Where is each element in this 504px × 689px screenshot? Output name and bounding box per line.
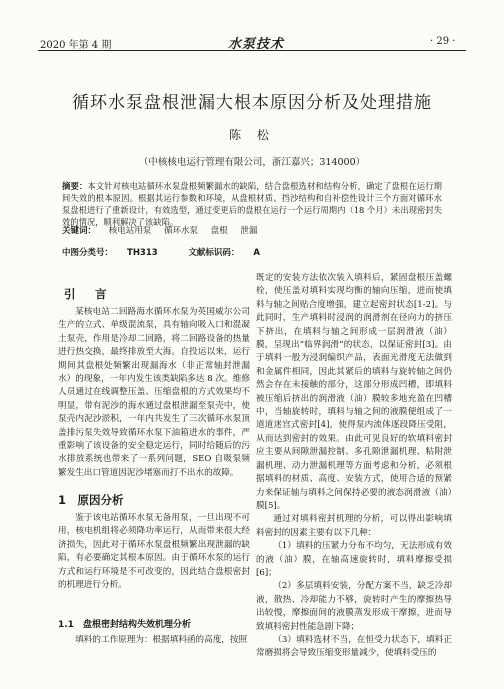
abstract-text: 本文针对核电站循环水泵盘根频繁漏水的缺陷，结合盘根选材和结构分析，确定了盘根在运行期间失效的根本原因。根据其运行参数和环境，从盘根材质、挡沙结构和自补偿性设计三个方面对循环水泵盘根进行了重新设计，有效选型，通过变更后的盘根在运行一个运行周期内（18 个月）未出现密封失效的情况，顺利解决了该缺陷。 xyxy=(62,181,442,227)
header-rule xyxy=(38,50,466,51)
paragraph: 通过对填料密封机理的分析，可以得出影响填料密封的因素主要有以下几种： xyxy=(256,514,452,538)
clc-label: 中图分类号： xyxy=(62,248,114,258)
keywords-label: 关键词： xyxy=(62,226,97,236)
intro-heading: 引 言 xyxy=(64,287,111,301)
list-item: （1）填料的压紧力分布不均匀，无法形成有效的液（油）膜，在轴高速旋转时，填料摩擦受损[6]； xyxy=(256,541,452,578)
intro-paragraph xyxy=(58,306,250,480)
keyword: 核电站用泵 xyxy=(108,226,152,236)
author-name: 陈 松 xyxy=(229,128,275,142)
list-item: （2）多层填料安装，分配方案不当，缺乏冷却液，散热、冷却能力不够，旋转时产生的摩擦热导出较慢，摩擦面间的液膜蒸发形成干摩擦，进而导致填料密封性能急剧下降； xyxy=(256,581,452,632)
keywords xyxy=(62,224,267,236)
clc-code: TH313 xyxy=(127,248,158,258)
classification xyxy=(62,246,288,258)
section1-text: 鉴于该电站循环水泵无备用泵，一旦出现不可用，核电机组将必须降功率运行，从而带来很大经济损失，因此对于循环水泵盘根频繁出现泄漏的缺陷，有必要确定其根本原因。由于循环水泵的运行方式和运行环境是不可改变的，因此结合盘根密封的机理进行分析。 xyxy=(58,513,250,591)
right-column xyxy=(256,272,452,661)
keyword: 盘根 xyxy=(210,226,228,236)
affiliation: （中核核电运行管理有限公司，浙江嘉兴；314000） xyxy=(138,157,366,168)
section11-heading: 1.1 盘根密封结构失效机理分析 xyxy=(58,620,191,630)
doc-code-label: 文献标识码： xyxy=(188,248,240,258)
list-item: （3）填料选材不当，在恒受力状态下，填料正常磨损将会导致压缩变形量减少，使填料受压的 xyxy=(256,634,452,659)
issue-label: 2020 年第 4 期 xyxy=(40,40,112,51)
section11-text: 填料的工作原理为：根据填料函的高度，按照 xyxy=(75,635,248,645)
page-number: · 29 · xyxy=(430,36,456,47)
keyword: 循环水泵 xyxy=(163,226,198,236)
paragraph: 既定的安装方法依次装入填料后，紧固盘根压盖螺栓，使压盖对填料实现均衡的轴向压缩，进而使填料与轴之间贴合度增强，建立起密封状态[1-2]。与此同时，生产填料时浸润的润滑剂在径向力的挤压下挤出，在填料与轴之间形成一层润滑液（油）膜，呈现出“临界润滑”的状态，以保证密封[3]。由于填料一般为浸润编织产品，表面光滑度无法做到和金属件相同，因此其紧后的填料与旋转轴之间仍然会存在未接触的部分，这部分形成凹槽，即填料被压缩后挤出的润滑液（油）膜较多地充盈在凹槽中，当轴旋转时，填料与轴之间的液膜便组成了一道道迷宫式密封[4]，使得泵内流体逐段降压受阻，从而达到密封的效果。由此可见良好的软填料密封应主要从间隙泄漏控制、多孔隙泄漏机理、粘附泄漏机理、动力泄漏机理等方面考虑和分析，必须根据填料的材质、高度、安装方式，使用合适的预紧力来保证轴与填料之间保持必要的液态润滑液（油）膜[5]。 xyxy=(256,273,452,511)
intro-text: 某核电站二回路海水循环水泵为英国威尔公司生产的立式、单级混流泵，具有轴向吸入口和混凝土泵壳，作用是冷却二回路，将二回路设备的热量进行热交换，最终排放至大海。自投运以来，运行期间其盘根处频繁出现漏海水（非正常轴封泄漏水）的现象，一年内发生该类缺陷多达 8 次。维修人员通过在线调整压盖、压缩盘根的方式效果均不明显，带有泥沙的海水通过盘根泄漏至泵壳中，使泵壳内泥沙淤积，一年内共发生了三次循环水泵顶盖排污泵失效导致循环水泵下油箱进水的事件，严重影响了该设备的安全稳定运行，同时给随后的污水排放系统也带来了一系列问题，SEO 自吸泵频繁发生出口管道因泥沙堵塞而打不出水的故障。 xyxy=(58,307,250,478)
abstract-label: 摘要： xyxy=(62,181,88,191)
section1-paragraph xyxy=(58,512,250,592)
paper-title: 循环水泵盘根泄漏大根本原因分析及处理措施 xyxy=(72,93,432,113)
section1-heading: 1 原因分析 xyxy=(58,493,124,507)
doc-code: A xyxy=(253,248,260,258)
section11-paragraph xyxy=(58,634,250,647)
abstract xyxy=(62,180,442,228)
journal-name: 水泵技术 xyxy=(228,37,285,52)
keyword: 泄漏 xyxy=(240,226,258,236)
